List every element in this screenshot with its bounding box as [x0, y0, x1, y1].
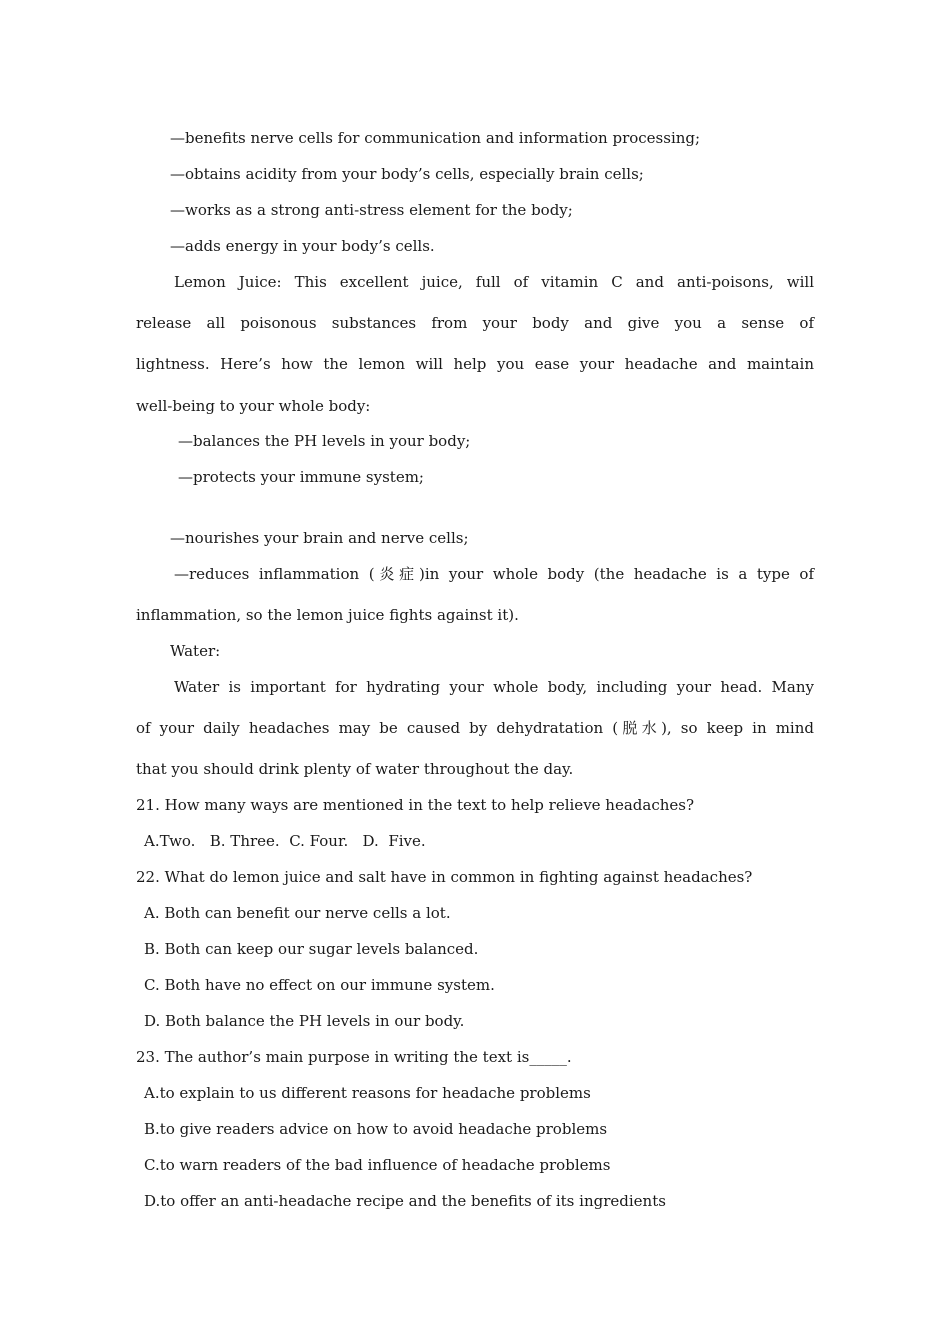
salt-benefit-3: —works as a strong anti-stress element for the body;	[170, 201, 573, 219]
question-23-option-c: C.to warn readers of the bad influence of headache problems	[144, 1156, 611, 1174]
question-22-option-b: B. Both can keep our sugar levels balanced.	[144, 940, 479, 958]
question-23-option-a: A.to explain to us different reasons for headache problems	[144, 1084, 591, 1102]
question-22-option-a: A. Both can benefit our nerve cells a lot.	[144, 904, 451, 922]
salt-benefit-4: —adds energy in your body’s cells.	[170, 237, 435, 255]
water-heading: Water:	[170, 642, 221, 660]
lemon-benefit-3: —nourishes your brain and nerve cells;	[170, 529, 469, 547]
lemon-paragraph-line-4: well-being to your whole body:	[136, 397, 371, 415]
question-21-options: A.Two. B. Three. C. Four. D. Five.	[144, 832, 426, 850]
question-22-option-c: C. Both have no effect on our immune system.	[144, 976, 495, 994]
lemon-paragraph-line-3: lightness. Here’s how the lemon will help you ease your headache and maintain	[136, 355, 814, 373]
salt-benefit-2: —obtains acidity from your body’s cells, especially brain cells;	[170, 165, 644, 183]
question-23-option-b: B.to give readers advice on how to avoid headache problems	[144, 1120, 608, 1138]
question-23-option-d: D.to offer an anti-headache recipe and the benefits of its ingredients	[144, 1192, 666, 1210]
lemon-paragraph-line-2: release all poisonous substances from your body and give you a sense of	[136, 314, 814, 332]
lemon-paragraph-line-1: Lemon Juice: This excellent juice, full of vitamin C and anti-poisons, will	[174, 273, 814, 291]
question-21-stem: 21. How many ways are mentioned in the text to help relieve headaches?	[136, 796, 695, 814]
water-paragraph-line-1: Water is important for hydrating your whole body, including your head. Many	[174, 678, 814, 696]
salt-benefit-1: —benefits nerve cells for communication and information processing;	[170, 129, 701, 147]
water-paragraph-line-3: that you should drink plenty of water throughout the day.	[136, 760, 574, 778]
question-22-stem: 22. What do lemon juice and salt have in common in fighting against headaches?	[136, 868, 753, 886]
water-paragraph-line-2: of your daily headaches may be caused by dehydratation (脱水), so keep in mind	[136, 719, 814, 737]
lemon-benefit-2: —protects your immune system;	[178, 468, 424, 486]
lemon-benefit-4-continued: inflammation, so the lemon juice fights against it).	[136, 606, 519, 624]
lemon-benefit-1: —balances the PH levels in your body;	[178, 432, 471, 450]
question-22-option-d: D. Both balance the PH levels in our body.	[144, 1012, 465, 1030]
question-23-stem: 23. The author’s main purpose in writing the text is_____.	[136, 1048, 572, 1066]
lemon-benefit-4: —reduces inflammation (炎症)in your whole body (the headache is a type of	[174, 565, 814, 583]
